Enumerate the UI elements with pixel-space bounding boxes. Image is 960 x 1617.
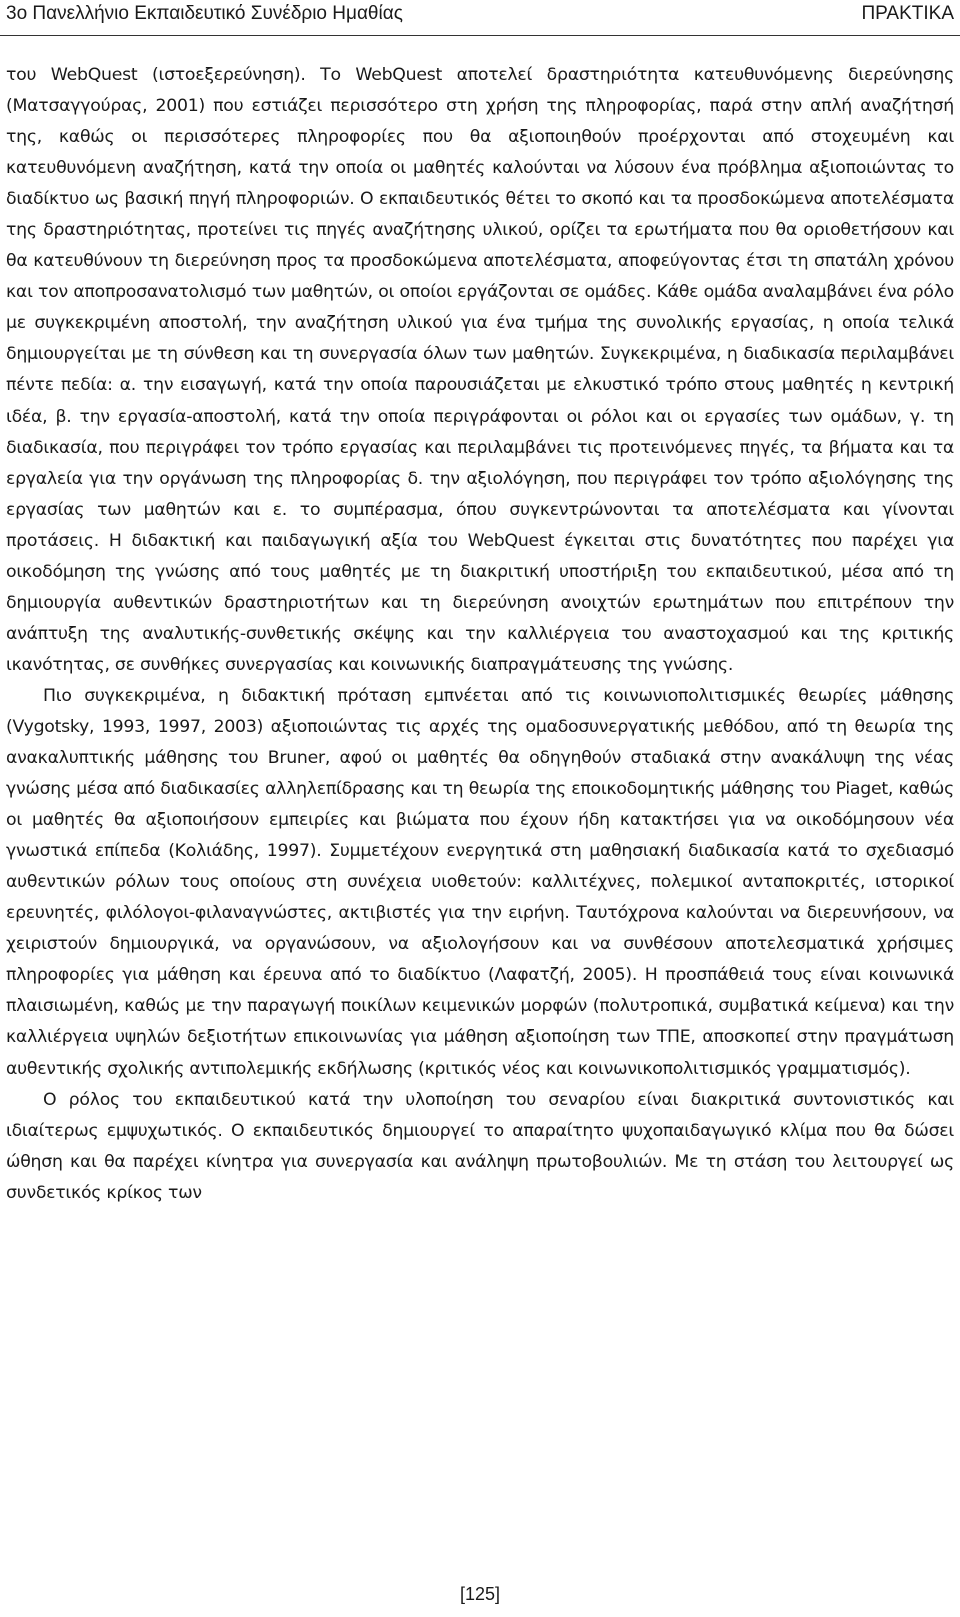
paragraph-teacher-role: Ο ρόλος του εκπαιδευτικού κατά την υλοποίηση του σεναρίου είναι διακριτικά συντονιστικός και ιδιαίτερως εμψυχωτικός. Ο εκπαιδευτικός δημιουργεί το απαραίτητο ψυχοπαιδαγωγικό κλίμα που θα δώσει ώθηση και θα παρέχει κίνητρα για συνεργασία και ανάληψη πρωτοβουλιών. Με τη στάση του λειτουργεί ως συνδετικός κρίκος των [6, 1089, 954, 1203]
paragraph-webquest: του WebQuest (ιστοεξερεύνηση). Το WebQuest αποτελεί δραστηριότητα κατευθυνόμενης διερεύνησης (Ματσαγγούρας, 2001) που εστιάζει περισσότερο στη χρήση της πληροφορίας, παρά στην απλή αναζήτησή της, καθώς οι περισσότερες πληροφορίες που θα αξιοποιηθούν προέρχονται από στοχευμένη και κατευθυνόμενη αναζήτηση, κατά την οποία οι μαθητές καλούνται να λύσουν ένα πρόβλημα αξιοποιώντας το διαδίκτυο ως βασική πηγή πληροφοριών. Ο εκπαιδευτικός θέτει το σκοπό και τα προσδοκώμενα αποτελέσματα της δραστηριότητας, προτείνει τις πηγές αναζήτησης υλικού, ορίζει τα ερωτήματα που θα οριοθετήσουν και θα κατευθύνουν τη διερεύνηση προς τα προσδοκώμενα αποτελέσματα, αποφεύγοντας έτσι τη σπατάλη χρόνου και τον αποπροσανατολισμό των μαθητών, οι οποίοι εργάζονται σε ομάδες. Κάθε ομάδα αναλαμβάνει ένα ρόλο με συγκεκριμένη αποστολή, την αναζήτηση υλικού για ένα τμήμα της συνολικής εργασίας, η οποία τελικά δημιουργείται με τη σύνθεση και τη συνεργασία όλων των μαθητών. Συγκεκριμένα, η διαδικασία περιλαμβάνει πέντε πεδία: α. την εισαγωγή, κατά την οποία παρουσιάζεται με ελκυστικό τρόπο στους μαθητές η κεντρική ιδέα, β. την εργασία-αποστολή, κατά την οποία περιγράφονται οι ρόλοι και οι εργασίες των ομάδων, γ. τη διαδικασία, που περιγράφει τον τρόπο εργασίας και περιλαμβάνει τις προτεινόμενες πηγές, τα βήματα και τα εργαλεία για την οργάνωση της πληροφορίας δ. την αξιολόγηση, που περιγράφει τον τρόπο αξιολόγησης της εργασίας των μαθητών και ε. το συμπέρασμα, όπου συγκεντρώνονται τα αποτελέσματα και γίνονται προτάσεις. Η διδακτική και παιδαγωγική αξία του WebQuest έγκειται στις δυνατότητες που παρέχει για οικοδόμηση της γνώσης από τους μαθητές με τη διακριτική υποστήριξη του εκπαιδευτικού, μέσα από τη δημιουργία αυθεντικών δραστηριοτήτων και τη διερεύνηση ανοιχτών ερωτημάτων που επιτρέπουν την ανάπτυξη της αναλυτικής-συνθετικής σκέψης και την καλλιέργεια του αναστοχασμού και της κριτικής ικανότητας, σε συνθήκες συνεργασίας και κοινωνικής διαπραγμάτευσης της γνώσης. [6, 65, 954, 675]
paragraph-learning-theories: Πιο συγκεκριμένα, η διδακτική πρόταση εμπνέεται από τις κοινωνιοπολιτισμικές θεωρίες μάθησης (Vygotsky, 1993, 1997, 2003) αξιοποιώντας τις αρχές της ομαδοσυνεργατικής μεθόδου, από τη θεωρία της ανακαλυπτικής μάθησης του Bruner, αφού οι μαθητές θα οδηγηθούν σταδιακά στην ανακάλυψη της νέας γνώσης μέσα από διαδικασίες αλληλεπίδρασης και τη θεωρία της εποικοδομητικής μάθησης του Piaget, καθώς οι μαθητές θα αξιοποιήσουν εμπειρίες και βιώματα που έχουν ήδη κατακτήσει για να οικοδόμησουν νέα γνωστικά επίπεδα (Κολιάδης, 1997). Συμμετέχουν ενεργητικά στη μαθησιακή διαδικασία κατά το σχεδιασμό αυθεντικών ρόλων τους οποίους στη συνέχεια υιοθετούν: καλλιτέχνες, πολεμικοί ανταποκριτές, ιστορικοί ερευνητές, φιλόλογοι-φιλαναγνώστες, ακτιβιστές για την ειρήνη. Ταυτόχρονα καλούνται να διερευνήσουν, να χειριστούν δημιουργικά, να οργανώσουν, να αξιολογήσουν και να συνθέσουν αποτελεσματικά χρήσιμες πληροφορίες για μάθηση και έρευνα από το διαδίκτυο (Λαφατζή, 2005). Η προσπάθειά τους είναι κοινωνικά πλαισιωμένη, καθώς με την παραγωγή ποικίλων κειμενικών μορφών (πολυτροπικά, συμβατικά κείμενα) και την καλλιέργεια υψηλών δεξιοτήτων επικοινωνίας για μάθηση αξιοποίηση των ΤΠΕ, αποσκοπεί στην πραγμάτωση αυθεντικής σχολικής αντιπολεμικής εκδήλωσης (κριτικός νέος και κοινωνικοπολιτισμικός γραμματισμός). [6, 685, 954, 1079]
page-footer [0, 1581, 960, 1607]
article-body [6, 60, 954, 1209]
page-header [0, 0, 960, 36]
section-label: ΠΡΑΚΤΙΚΑ [861, 3, 954, 24]
conference-title: 3ο Πανελλήνιο Εκπαιδευτικό Συνέδριο Ημαθίας [6, 3, 403, 24]
page-number: [125] [459, 1584, 501, 1604]
